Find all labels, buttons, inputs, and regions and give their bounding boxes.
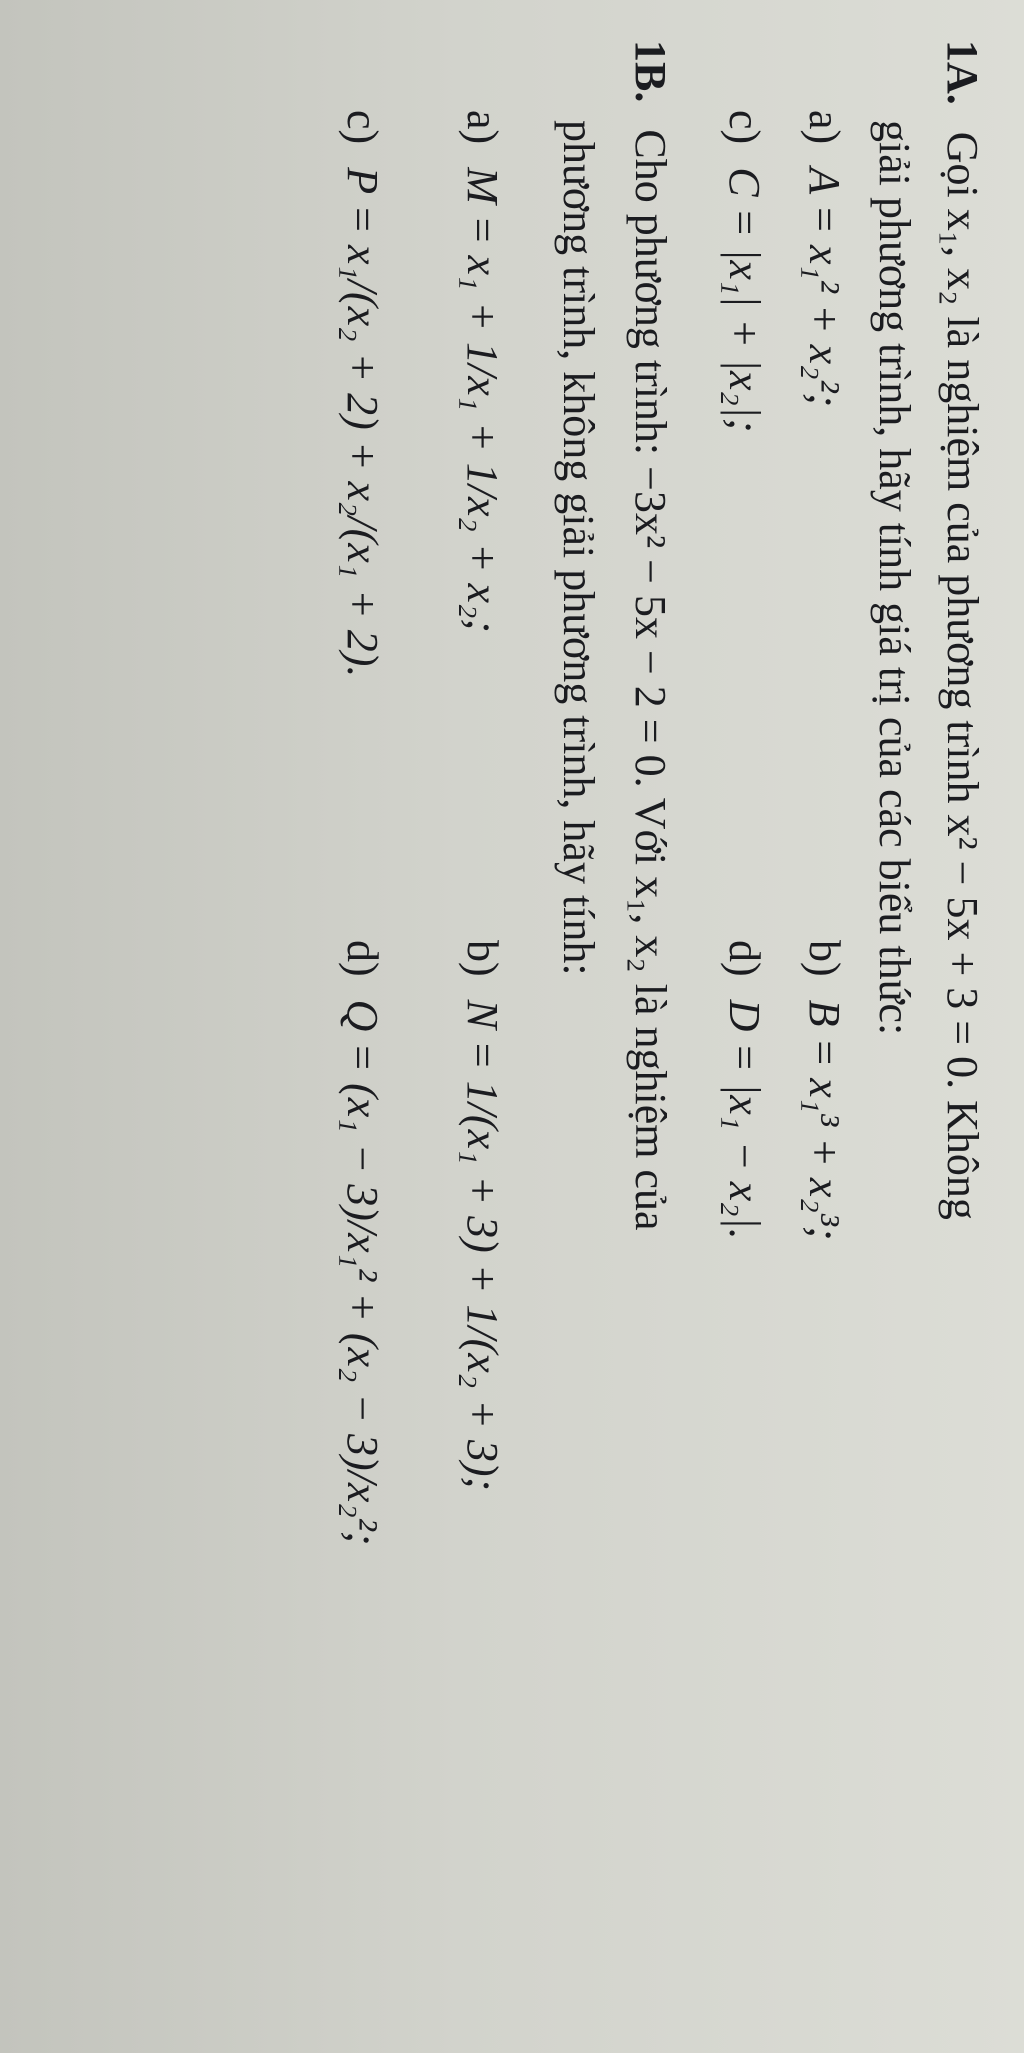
item-expression: M = x₁ + 1/x₁ + 1/x₂ + x₂; [458, 167, 507, 634]
problem-1a-item-c [720, 110, 769, 433]
problem-1a-intro-2: giải phương trình, hãy tính giá trị của các biểu thức: [870, 120, 919, 1036]
problem-1b-line-1 [626, 40, 675, 1231]
problem-1b-item-a [458, 110, 507, 634]
problem-1b-intro: Cho phương trình: −3x² − 5x − 2 = 0. Với x₁, x₂ là nghiệm của [626, 129, 675, 1231]
item-expression: N = 1/(x₁ + 3) + 1/(x₂ + 3); [458, 999, 507, 1492]
problem-1b-item-c [338, 110, 387, 678]
problem-1a-line-2 [870, 120, 919, 1036]
item-expression: A = x₁² + x₂²; [800, 167, 849, 408]
item-expression: Q = (x₁ − 3)/x₁² + (x₂ − 3)/x₂²; [338, 999, 387, 1546]
problem-1a-intro: Gọi x₁, x₂ là nghiệm của phương trình x² − 5x + 3 = 0. Không [938, 131, 987, 1220]
item-label: d) [338, 940, 387, 977]
item-expression: C = |x₁| + |x₂|; [720, 167, 769, 433]
item-label: c) [338, 110, 387, 145]
problem-1b-intro-2: phương trình, không giải phương trình, hãy tính: [554, 120, 603, 976]
item-expression: P = x₁/(x₂ + 2) + x₂/(x₁ + 2). [338, 167, 387, 678]
problem-1a-item-d [720, 940, 769, 1240]
item-label: b) [458, 940, 507, 977]
problem-1b-label: 1B. [626, 40, 675, 103]
problem-1b-item-b [458, 940, 507, 1492]
item-label: b) [800, 940, 849, 977]
item-label: a) [458, 110, 507, 145]
problem-1a-line-1 [938, 40, 987, 1220]
problem-1b-item-d [338, 940, 387, 1546]
item-label: c) [720, 110, 769, 145]
problem-1a-item-b [800, 940, 849, 1241]
problem-1a-label: 1A. [938, 40, 987, 105]
problem-1a-item-a [800, 110, 849, 408]
item-expression: D = |x₁ − x₂|. [720, 999, 769, 1240]
problem-1b-line-2 [554, 120, 603, 976]
item-label: d) [720, 940, 769, 977]
item-expression: B = x₁³ + x₂³; [800, 999, 849, 1241]
item-label: a) [800, 110, 849, 145]
